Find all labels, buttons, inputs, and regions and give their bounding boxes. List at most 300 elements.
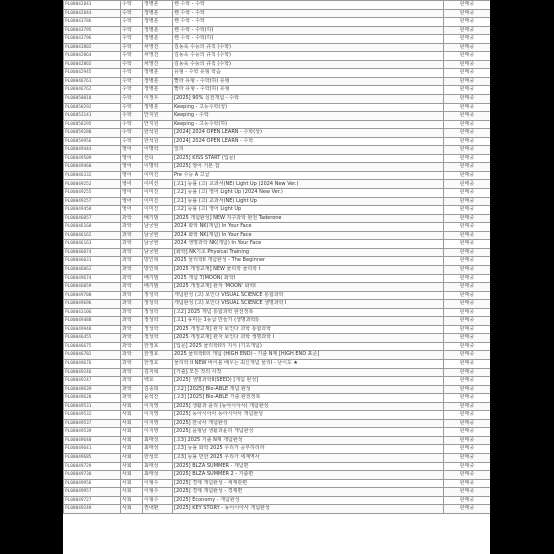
title-cell: [2025] 생명과학II(SEED) [개념 완성]	[173, 377, 444, 386]
subject-cell: 수학	[121, 1, 143, 10]
table-row	[64, 103, 491, 112]
title-cell: 물리학 II NEW 바이블 배우는 최신개념 물리I - 난이도 ★	[173, 359, 444, 368]
title-cell: 2024 화학 NK(개념) In Your Face	[173, 223, 444, 232]
author-cell: 정병훈	[143, 69, 173, 78]
code-cell: PL00043802	[64, 43, 121, 52]
code-cell: PL00046160	[64, 223, 121, 232]
subject-cell: 사회	[121, 471, 143, 480]
status-cell: 판매중	[444, 146, 491, 155]
subject-cell: 과학	[121, 274, 143, 283]
book-list-table	[63, 0, 490, 514]
title-cell: [고2] 2025 개념 통합과학 완전정복	[173, 308, 444, 317]
status-cell: 판매중	[444, 95, 491, 104]
status-cell: 판매중	[444, 86, 491, 95]
subject-cell: 과학	[121, 231, 143, 240]
author-cell: 남궁현	[143, 223, 173, 232]
subject-cell: 사회	[121, 453, 143, 462]
table-row	[64, 95, 491, 104]
code-cell: PL00046761	[64, 77, 121, 86]
subject-cell: 수학	[121, 95, 143, 104]
code-cell: PL00059956	[64, 137, 121, 146]
title-cell: 김동욱 수능의 규칙 (수학)	[173, 60, 444, 69]
author-cell: 이미진	[143, 180, 173, 189]
status-cell: 판매중	[444, 69, 491, 78]
author-cell: 한석원	[143, 137, 173, 146]
status-cell: 판매중	[444, 283, 491, 292]
status-cell: 판매중	[444, 488, 491, 497]
subject-cell: 수학	[121, 35, 143, 44]
author-cell: 이지영	[143, 402, 173, 411]
status-cell: 판매중	[444, 342, 491, 351]
author-cell: 정성학	[143, 308, 173, 317]
title-cell: [2025 개정교재] 완자 보인다 과학 통합과학	[173, 325, 444, 334]
author-cell: 차영진	[143, 43, 173, 52]
code-cell: PL00049641	[64, 445, 121, 454]
table-row	[64, 317, 491, 326]
table-row	[64, 163, 491, 172]
author-cell: 정성학	[143, 300, 173, 309]
author-cell: 션티	[143, 154, 173, 163]
table-row	[64, 154, 491, 163]
author-cell: 이명학	[143, 146, 173, 155]
title-cell: [기출] 모든 것의 시작	[173, 368, 444, 377]
code-cell: PL00050292	[64, 103, 121, 112]
author-cell: 이지영	[143, 428, 173, 437]
code-cell: PL00049730	[64, 471, 121, 480]
title-cell: 2025 물리학II 개념완성 - The Beginner	[173, 257, 444, 266]
title-cell: 2024 화학 NK(개념) In Your Face	[173, 231, 444, 240]
code-cell: PL00049956	[64, 479, 121, 488]
title-cell: [2025 개정교재] NEW 물리학 물리학 I	[173, 265, 444, 274]
code-cell: PL00046059	[64, 283, 121, 292]
author-cell: 정병훈	[143, 103, 173, 112]
subject-cell: 영어	[121, 206, 143, 215]
author-cell: 정병훈	[143, 1, 173, 10]
title-cell: 김동욱 수능의 규칙 (수학)	[173, 52, 444, 61]
code-cell: PL00049460	[64, 163, 121, 172]
subject-cell: 사회	[121, 479, 143, 488]
table-row	[64, 265, 491, 274]
status-cell: 판매중	[444, 445, 491, 454]
code-cell: PL00049458	[64, 206, 121, 215]
author-cell: 차영진	[143, 60, 173, 69]
table-row	[64, 206, 491, 215]
author-cell: 이미진	[143, 197, 173, 206]
author-cell: 정병훈	[143, 26, 173, 35]
table-row	[64, 197, 491, 206]
subject-cell: 수학	[121, 103, 143, 112]
table-row	[64, 223, 491, 232]
code-cell: PL00049252	[64, 180, 121, 189]
subject-cell: 수학	[121, 77, 143, 86]
status-cell: 판매중	[444, 274, 491, 283]
code-cell: PL00049531	[64, 402, 121, 411]
subject-cell: 사회	[121, 436, 143, 445]
title-cell: [2025 개정교재] 완자 보인다 과학 생명과학 I	[173, 334, 444, 343]
title-cell: 개념완성 (고) 보인다 VISUAL SCIENCE 통합과학	[173, 291, 444, 300]
status-cell: 판매중	[444, 394, 491, 403]
status-cell: 판매중	[444, 436, 491, 445]
table-row	[64, 137, 491, 146]
table-row	[64, 325, 491, 334]
table-row	[64, 86, 491, 95]
title-cell: [2025] 영어 기본 잡	[173, 163, 444, 172]
author-cell: 정병훈	[143, 35, 173, 44]
author-cell: 최태성	[143, 462, 173, 471]
code-cell: PL00049685	[64, 453, 121, 462]
table-row	[64, 394, 491, 403]
status-cell: 판매중	[444, 368, 491, 377]
status-cell: 판매중	[444, 325, 491, 334]
author-cell: 권내환	[143, 505, 173, 514]
table-row	[64, 436, 491, 445]
subject-cell: 과학	[121, 334, 143, 343]
subject-cell: 사회	[121, 445, 143, 454]
table-row	[64, 385, 491, 394]
subject-cell: 과학	[121, 342, 143, 351]
code-cell: PL00043786	[64, 18, 121, 27]
subject-cell: 과학	[121, 223, 143, 232]
table-row	[64, 428, 491, 437]
status-cell: 판매중	[444, 112, 491, 121]
title-cell: [고1] 능률 (고) 교과서(NE) Light Up	[173, 197, 444, 206]
status-cell: 판매중	[444, 505, 491, 514]
author-cell: 한정호	[143, 359, 173, 368]
author-cell: 이명학	[143, 163, 173, 172]
title-cell: [2025] 동아시아사 동아시아사 개념완성	[173, 411, 444, 420]
status-cell: 판매중	[444, 300, 491, 309]
subject-cell: 영어	[121, 197, 143, 206]
subject-cell: 사회	[121, 462, 143, 471]
status-cell: 판매중	[444, 120, 491, 129]
code-cell: PL00046762	[64, 86, 121, 95]
table-row	[64, 351, 491, 360]
code-cell: PL00049255	[64, 189, 121, 198]
table-row	[64, 171, 491, 180]
status-cell: 판매중	[444, 171, 491, 180]
code-cell: PL00049539	[64, 428, 121, 437]
title-cell: [고1] 능률 (고) 교과서(NE) Light Up (2024 New Ver.)	[173, 180, 444, 189]
table-row	[64, 214, 491, 223]
status-cell: 판매중	[444, 385, 491, 394]
table-body	[64, 1, 491, 514]
code-cell: PL00049957	[64, 488, 121, 497]
author-cell: 최태성	[143, 436, 173, 445]
table-row	[64, 120, 491, 129]
code-cell: PL00049246	[64, 368, 121, 377]
subject-cell: 사회	[121, 402, 143, 411]
title-cell: Keeping - 고등수학(상)	[173, 103, 444, 112]
table-row	[64, 248, 491, 257]
status-cell: 판매중	[444, 428, 491, 437]
table-row	[64, 471, 491, 480]
author-cell: 차영진	[143, 52, 173, 61]
title-cell: [2025] Economy - 개념완성	[173, 496, 444, 505]
title-cell: [2024] 2024 OPEN LEARN - 수학	[173, 137, 444, 146]
title-cell: 2025 물리학II의 개념 (HIGH END) - 기출 N제 [HIGH END 표준]	[173, 351, 444, 360]
table-row	[64, 488, 491, 497]
table-row	[64, 231, 491, 240]
title-cell: [고2] 능률 (고) 영어 Light Up (2024 New Ver.)	[173, 189, 444, 198]
author-cell: 이지영	[143, 419, 173, 428]
status-cell: 판매중	[444, 334, 491, 343]
author-cell: 남궁현	[143, 240, 173, 249]
author-cell: 정성학	[143, 317, 173, 326]
code-cell: PL00058295	[64, 120, 121, 129]
author-cell: 배기범	[143, 214, 173, 223]
title-cell: [2025] 한국사 개념완성	[173, 419, 444, 428]
code-cell: PL00049480	[64, 317, 121, 326]
subject-cell: 과학	[121, 351, 143, 360]
status-cell: 판매중	[444, 240, 491, 249]
subject-cell: 과학	[121, 317, 143, 326]
code-cell: PL00049628	[64, 394, 121, 403]
title-cell: [고2] 능률 (고) 영어 Light Up	[173, 206, 444, 215]
subject-cell: 과학	[121, 325, 143, 334]
document-page	[63, 0, 490, 554]
code-cell: PL00046782	[64, 351, 121, 360]
subject-cell: 수학	[121, 26, 143, 35]
subject-cell: 과학	[121, 300, 143, 309]
title-cell: 김동욱 수능의 규칙 (수학)	[173, 43, 444, 52]
subject-cell: 영어	[121, 154, 143, 163]
table-row	[64, 359, 491, 368]
author-cell: 정병훈	[143, 86, 173, 95]
status-cell: 판매중	[444, 137, 491, 146]
subject-cell: 영어	[121, 171, 143, 180]
code-cell: PL00059280	[64, 129, 121, 138]
status-cell: 판매중	[444, 189, 491, 198]
subject-cell: 수학	[121, 69, 143, 78]
table-row	[64, 189, 491, 198]
author-cell: 이형수	[143, 479, 173, 488]
subject-cell: 수학	[121, 137, 143, 146]
author-cell: 남궁현	[143, 231, 173, 240]
code-cell: PL00049696	[64, 300, 121, 309]
title-cell: [고3] 2025 기출 N제 개념완성	[173, 436, 444, 445]
status-cell: 판매중	[444, 9, 491, 18]
subject-cell: 과학	[121, 291, 143, 300]
code-cell: PL00049249	[64, 505, 121, 514]
status-cell: 판매중	[444, 317, 491, 326]
author-cell: 정성학	[143, 291, 173, 300]
title-cell: [2025] 윤형남 생활과윤리 개념완성	[173, 428, 444, 437]
code-cell: PL00049948	[64, 325, 121, 334]
code-cell: PL00049700	[64, 291, 121, 300]
table-row	[64, 9, 491, 18]
title-cell: [2025 개정교재] 완자 'MOON' 화학I	[173, 283, 444, 292]
title-cell: [고2] [2025] Bio-ABLE 개념 완성	[173, 385, 444, 394]
subject-cell: 과학	[121, 359, 143, 368]
subject-cell: 과학	[121, 394, 143, 403]
title-cell: Pre 수능 A 고급	[173, 171, 444, 180]
title-cell: [2025] KISS START (입문)	[173, 154, 444, 163]
code-cell: PL00046163	[64, 240, 121, 249]
title-cell: 일리	[173, 146, 444, 155]
table-row	[64, 291, 491, 300]
table-row	[64, 52, 491, 61]
status-cell: 판매중	[444, 411, 491, 420]
code-cell: PL00049509	[64, 154, 121, 163]
code-cell: PL00046031	[64, 257, 121, 266]
title-cell: [입문] 2025 물리학II의 지식 (기초개념)	[173, 342, 444, 351]
table-row	[64, 308, 491, 317]
code-cell: PL00046074	[64, 248, 121, 257]
title-cell: 유형 - 수학 유형 학습	[173, 69, 444, 78]
subject-cell: 사회	[121, 496, 143, 505]
subject-cell: 수학	[121, 112, 143, 121]
author-cell: 이미진	[143, 189, 173, 198]
subject-cell: 영어	[121, 146, 143, 155]
table-row	[64, 453, 491, 462]
code-cell: PL00046332	[64, 171, 121, 180]
title-cell: 빨라 유형 - 수학(하) 유형	[173, 77, 444, 86]
subject-cell: 과학	[121, 248, 143, 257]
table-row	[64, 146, 491, 155]
author-cell: 이미진	[143, 206, 173, 215]
subject-cell: 사회	[121, 411, 143, 420]
author-cell: 최태성	[143, 471, 173, 480]
code-cell: PL00049640	[64, 436, 121, 445]
status-cell: 판매중	[444, 453, 491, 462]
code-cell: PL00049674	[64, 274, 121, 283]
table-row	[64, 283, 491, 292]
author-cell: 김지혁	[143, 368, 173, 377]
code-cell: PL00049676	[64, 359, 121, 368]
code-cell: PL00049444	[64, 146, 121, 155]
status-cell: 판매중	[444, 60, 491, 69]
table-row	[64, 300, 491, 309]
status-cell: 판매중	[444, 103, 491, 112]
status-cell: 판매중	[444, 214, 491, 223]
subject-cell: 영어	[121, 180, 143, 189]
code-cell: PL00049537	[64, 419, 121, 428]
title-cell: 쎈 수학 - 수학	[173, 9, 444, 18]
subject-cell: 수학	[121, 120, 143, 129]
table-row	[64, 180, 491, 189]
author-cell: 정병훈	[143, 77, 173, 86]
table-row	[64, 368, 491, 377]
status-cell: 판매중	[444, 291, 491, 300]
code-cell: PL00049257	[64, 197, 121, 206]
subject-cell: 사회	[121, 419, 143, 428]
table-row	[64, 18, 491, 27]
title-cell: [2025] BLZA SUMMER - 개념편	[173, 462, 444, 471]
subject-cell: 사회	[121, 505, 143, 514]
status-cell: 판매중	[444, 351, 491, 360]
code-cell: PL00042843	[64, 1, 121, 10]
table-row	[64, 377, 491, 386]
code-cell: PL00046162	[64, 231, 121, 240]
title-cell: 2025 개념 T(MOON) 화학I	[173, 274, 444, 283]
table-row	[64, 26, 491, 35]
title-cell: [2025] BLZA SUMMER 2 - 기출편	[173, 471, 444, 480]
table-row	[64, 77, 491, 86]
status-cell: 판매중	[444, 26, 491, 35]
table-row	[64, 445, 491, 454]
table-row	[64, 342, 491, 351]
table-row	[64, 479, 491, 488]
status-cell: 판매중	[444, 197, 491, 206]
code-cell: PL00042864	[64, 52, 121, 61]
status-cell: 판매중	[444, 359, 491, 368]
status-cell: 판매중	[444, 231, 491, 240]
table-row	[64, 462, 491, 471]
table-row	[64, 505, 491, 514]
author-cell: 정성학	[143, 334, 173, 343]
subject-cell: 사회	[121, 488, 143, 497]
title-cell: [2025] 경제 개념완성 - 경제편	[173, 488, 444, 497]
status-cell: 판매중	[444, 377, 491, 386]
title-cell: [2025] KEY STORY - 동아시아사 개념완성	[173, 505, 444, 514]
author-cell: 정병훈	[143, 18, 173, 27]
author-cell: 한정호	[143, 342, 173, 351]
status-cell: 판매중	[444, 206, 491, 215]
code-cell: PL00043796	[64, 35, 121, 44]
subject-cell: 수학	[121, 43, 143, 52]
code-cell: PL00049639	[64, 385, 121, 394]
title-cell: [2025] 경제 개념완성 - 세계관편	[173, 479, 444, 488]
status-cell: 판매중	[444, 479, 491, 488]
author-cell: 이형수	[143, 496, 173, 505]
code-cell: PL00043795	[64, 26, 121, 35]
status-cell: 판매중	[444, 163, 491, 172]
code-cell: PL00049532	[64, 411, 121, 420]
status-cell: 판매중	[444, 1, 491, 10]
code-cell: PL00049247	[64, 377, 121, 386]
table-row	[64, 419, 491, 428]
table-row	[64, 274, 491, 283]
code-cell: PL00049729	[64, 462, 121, 471]
author-cell: 윤석진	[143, 394, 173, 403]
status-cell: 판매중	[444, 77, 491, 86]
table-row	[64, 1, 491, 10]
subject-cell: 수학	[121, 18, 143, 27]
subject-cell: 과학	[121, 257, 143, 266]
code-cell: PL00053141	[64, 112, 121, 121]
author-cell: 최태성	[143, 445, 173, 454]
status-cell: 판매중	[444, 52, 491, 61]
table-row	[64, 240, 491, 249]
title-cell: [2025 개념완성] NEW 지구과학 완전 Taderone	[173, 214, 444, 223]
subject-cell: 영어	[121, 163, 143, 172]
title-cell: 쎈 수학 - 수학(하)	[173, 26, 444, 35]
status-cell: 판매중	[444, 308, 491, 317]
table-row	[64, 411, 491, 420]
title-cell: 쎈 수학 - 수학	[173, 1, 444, 10]
author-cell: 방인혁	[143, 257, 173, 266]
subject-cell: 과학	[121, 265, 143, 274]
author-cell: 방인혁	[143, 265, 173, 274]
title-cell: [고3] 능률 만한 2025 우리가 세계역사	[173, 453, 444, 462]
subject-cell: 과학	[121, 240, 143, 249]
title-cell: [고3] [2025] Bio-ABLE 기출 완전정복	[173, 394, 444, 403]
code-cell: PL00050018	[64, 95, 121, 104]
author-cell: 배기범	[143, 283, 173, 292]
subject-cell: 수학	[121, 52, 143, 61]
code-cell: PL00046675	[64, 342, 121, 351]
status-cell: 판매중	[444, 180, 491, 189]
author-cell: 백호	[143, 377, 173, 386]
author-cell: 배기범	[143, 274, 173, 283]
code-cell: PL00046062	[64, 265, 121, 274]
author-cell: 남궁현	[143, 248, 173, 257]
code-cell: PL00042945	[64, 69, 121, 78]
table-row	[64, 334, 491, 343]
author-cell: 한정호	[143, 351, 173, 360]
subject-cell: 과학	[121, 377, 143, 386]
author-cell: 한성모	[143, 453, 173, 462]
